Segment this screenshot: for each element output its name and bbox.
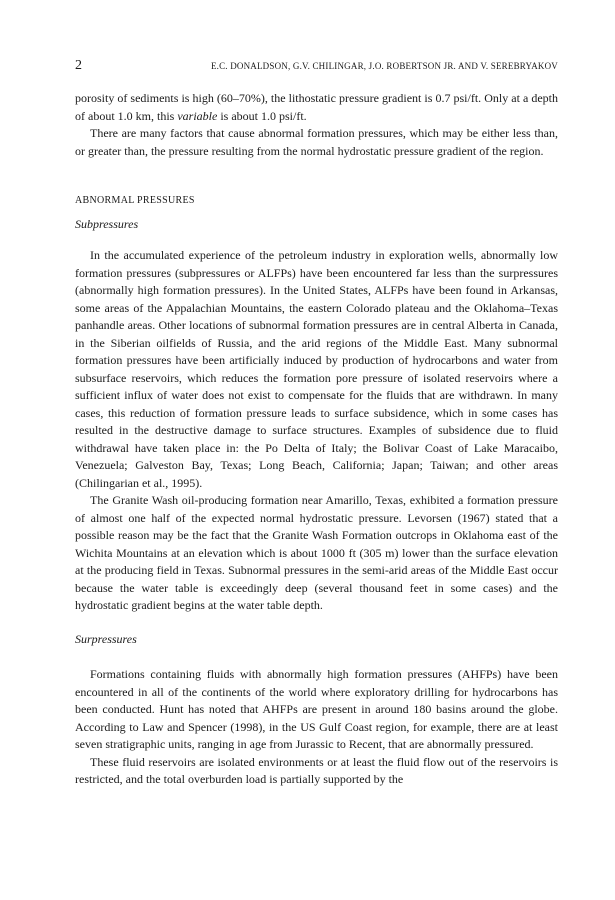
intro-paragraph-1 — [75, 90, 558, 125]
intro-paragraph-1-italic: variable — [177, 108, 218, 123]
intro-paragraph-2: There are many factors that cause abnormal formation pressures, which may be either less than, or greater than, the pressure resulting from the normal hydrostatic pressure gradient of the region. — [75, 126, 558, 158]
surpressures-paragraph-2: These fluid reservoirs are isolated environments or at least the fluid flow out of the reservoirs is restricted, and the total overburden load is partially supported by the — [75, 754, 558, 786]
intro-paragraph-1-end: is about 1.0 psi/ft. — [217, 108, 307, 123]
running-head-authors: E.C. DONALDSON, G.V. CHILINGAR, J.O. ROBERTSON JR. AND V. SEREBRYAKOV — [210, 61, 558, 71]
section-heading: ABNORMAL PRESSURES — [75, 195, 195, 206]
page-number: 2 — [75, 58, 82, 73]
book-page — [75, 58, 558, 789]
intro-paragraph-1-text: porosity of sediments is high (60–70%), the lithostatic pressure gradient is 0.7 psi/ft. Only at a depth of about 1.0 km, this — [75, 91, 558, 123]
surpressures-paragraph-1: Formations containing fluids with abnormally high formation pressures (AHFPs) have been encountered in all of the continents of the world where exploratory drilling for hydrocarbons has been conducted. Hunt has noted that AHFPs are present in around 180 basins around the globe. According to Law and Spencer (1998), in the US Gulf Coast region, for example, there are at least seven stratigraphic units, ranging in age from Jurassic to Recent, that are abnormally pressured. — [75, 667, 558, 751]
surpressures-heading: Surpressures — [75, 631, 137, 646]
subpressures-heading: Subpressures — [75, 216, 139, 231]
subpressures-paragraph-1: In the accumulated experience of the petroleum industry in exploration wells, abnormally low formation pressures (subpressures or ALFPs) have been encountered far less than the surpressures (abnormally high formation pressures). In the United States, ALFPs have been found in Arkansas, some areas of the Appalachian Mountains, the eastern Colorado plateau and the Oklahoma–Texas panhandle areas. Other locations of subnormal formation pressures are in central Alberta in Canada, in the Siberian oilfields of Russia, and the arid regions of the Middle East. Many subnormal formation pressures have been artificially induced by production of hydrocarbons and water from subsurface reservoirs, which reduces the formation pore pressure of isolated reservoirs where a sufficient influx of water does not exist to compensate for the fluids that are withdrawn. In many cases, this reduction of formation pressure leads to surface subsidence, which in some cases has resulted in the destructive damage to surface structures. Examples of subsidence due to fluid withdrawal have taken place in: the Po Delta of Italy; the Bolivar Coast of Lake Maracaibo, Venezuela; Galveston Bay, Texas; Long Beach, California; Japan; Taiwan; and other areas (Chilingarian et al., 1995). — [75, 248, 558, 490]
subpressures-paragraph-2: The Granite Wash oil-producing formation near Amarillo, Texas, exhibited a formation pressure of almost one half of the expected normal hydrostatic pressure. Levorsen (1967) stated that a possible reason may be the fact that the Granite Wash Formation outcrops in Oklahoma east of the Wichita Mountains at an elevation which is about 1000 ft (305 m) lower than the surface elevation at the producing field in Texas. Subnormal pressures in the semi-arid areas of the Middle East occur because the water table is exceedingly deep (several thousand feet in some cases) and the hydrostatic gradient begins at the water table depth. — [75, 493, 558, 612]
running-head — [75, 58, 558, 80]
